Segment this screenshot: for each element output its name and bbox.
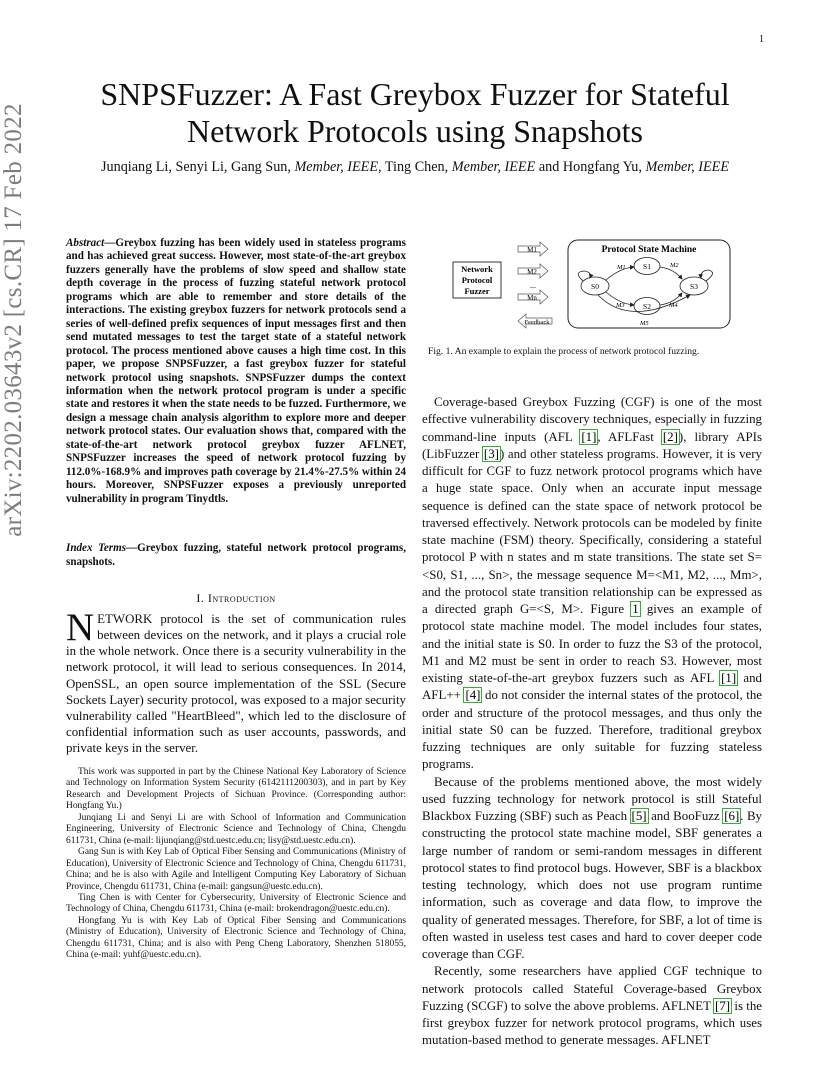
message-arrows [518,242,552,328]
paragraph: Because of the problems mentioned above, the most widely used fuzzing technology for network protocol is still Stateful Blackbox Fuzzing (SBF) such as Peach [5] and BooFuzz [6]. By constructing the protocol state machine model, SBF generates a large number of random or semi-random messages in different protocol states to find protocol bugs. However, SBF is a blackbox testing technology, which does not use program runtime information, such as coverage and data flow, to improve the quality of generated messages. Therefore, for SBF, a lot of time is often wasted in useless test cases and hard to cover deeper code coverage than CGF. [422,774,763,961]
message-label: Mn [527,294,537,302]
state-machine-title: Protocol State Machine [601,245,697,255]
footnote: This work was supported in part by the Chinese National Key Laboratory of Science and Technology on Information System Security (6142111200303), and in part by Key Research and Development Projects of Sichuan Province. (Corresponding author: Hongfang Yu.) [66,767,406,812]
citation-link[interactable]: [2] [662,429,678,444]
author-line [40,158,790,176]
figure-caption: Fig. 1. An example to explain the process of network protocol fuzzing. [428,346,700,357]
authors-part-3: and Hongfang Yu, [538,159,642,175]
abstract [66,237,406,506]
index-terms-label: Index Terms [66,542,127,554]
state-label: S2 [643,302,651,311]
footnote: Gang Sun is with Key Lab of Optical Fiber Sensing and Communications (Ministry of Education), University of Electronic Science and Technology of China, Chengdu 611731, China; and he is also with Agile and Intelligent Computing Key Laboratory of Sichuan Province, Chengdu 611731, China (e-mail: gangsun@uestc.edu.cn). [66,847,406,892]
member-label-3: Member, IEEE [645,159,730,175]
footnote: Junqiang Li and Senyi Li are with School of Information and Communication Engineering, University of Electronic Science and Technology of China, Chengdu 611731, China (e-mail: lijunqiang@std.uestc.edu.cn; lisy@std.uestc.edu.cn). [66,812,406,846]
citation-link[interactable]: [7] [715,998,731,1013]
index-terms [66,542,406,569]
feedback-label: Feedback [524,319,550,326]
fuzzer-label-line: Protocol [461,275,493,285]
state-label: S3 [690,282,698,291]
edge-label: M5 [640,320,649,327]
footnote: Ting Chen is with Center for Cybersecurity, University of Electronic Science and Technology of China, Chengdu 611731, China (e-mail: brokendragon@uestc.edu.cn). [66,892,406,915]
footnotes [66,767,406,962]
edge-label: M4 [669,302,678,309]
fuzzer-label-line: Network [461,264,493,274]
paragraph: Coverage-based Greybox Fuzzing (CGF) is one of the most effective vulnerability discovery techniques, especially in fuzzing command-line inputs (AFL [1], AFLFast [2]), library APIs (LibFuzzer [3]) and other stateless programs. However, it is very difficult for CGF to fuzz network protocol programs which have a huge state space. Only when an accurate input message sequence is defined can the state space of network protocol be traversed effectively. Network protocols can be modeled by finite state machine (FSM) theory. Specifically, considering a stateful protocol P with n states and m state transitions. The state set S=<S0, S1, ..., Sn>, the message sequence M=<M1, M2, ..., Mm>, and the protocol state transition relationship can be expressed as a directed graph G=<S, M>. Figure 1 gives an example of protocol state machine model. The model includes four states, and the initial state is S0. In order to fuzz the S3 of the protocol, M1 and M2 must be sent in order to reach S3. However, most existing state-of-the-art greybox fuzzers such as AFL [1] and AFL++ [4] do not consider the internal states of the protocol, the order and structure of the protocol messages, and thus only the initial state S0 can be fuzzed. Therefore, traditional greybox fuzzing techniques are only suitable for fuzzing stateless programs. [422,395,762,772]
message-label: M1 [527,246,537,254]
footnote: Hongfang Yu is with Key Lab of Optical Fiber Sensing and Communications (Ministry of Education), University of Electronic Science and Technology of China, Chengdu 611731, China; and is also with Peng Cheng Laboratory, Shenzhen 518055, China (e-mail: yuhf@uestc.edu.cn). [66,915,406,961]
abstract-label: Abstract [66,237,105,249]
citation-link[interactable]: [1] [581,429,597,444]
arxiv-stamp-text: arXiv:2202.03643v2 [cs.CR] 17 Feb 2022 [0,103,27,537]
edge-label: M1 [617,264,626,271]
body-text [422,394,762,1050]
message-label: M2 [527,268,537,276]
citation-link[interactable]: [6] [724,809,740,823]
member-label-2: Member, IEEE [451,159,536,175]
state-label: S1 [643,262,651,271]
citation-link[interactable]: [1] [721,671,737,685]
abstract-text: —Greybox fuzzing has been widely used in stateless programs and has achieved great success. However, most state-of-the-art greybox fuzzers generally have the problems of slow speed and shallow state depth coverage in the process of fuzzing stateful network protocol programs which are able to remember and store details of the interactions. The existing greybox fuzzers for network protocols send a series of well-defined prefix sequences of input messages first and then send mutated messages to test the target state of a stateful network protocol. The process mentioned above causes a high time cost. In this paper, we propose SNPSFuzzer, a fast greybox fuzzer for stateful network protocol using snapshots. SNPSFuzzer dumps the context information when the network protocol program is under a specific state and restores it when the state needs to be fuzzed. Furthermore, we design a message chain analysis algorithm to explore more and deeper network protocol states. Our evaluation shows that, compared with the state-of-the-art network protocol greybox fuzzer AFLNET, SNPSFuzzer increases the speed of network protocol fuzzing by 112.0%-168.9% and improves path coverage by 21.4%-27.5% within 24 hours. Moreover, SNPSFuzzer exposes a previously unreported vulnerability in program Tinydtls. [66,237,407,505]
fuzzer-label-line: Fuzzer [464,286,490,296]
citation-link[interactable]: [3] [483,446,499,461]
citation-link[interactable]: [4] [465,688,481,703]
page-number: 1 [759,34,764,45]
introduction-text: ETWORK protocol is the set of communication rules between devices on the network, and it plays a crucial role in the whole network. Once there is a security vulnerability in the network protocol, it will lead to serious consequences. In 2014, OpenSSL, an open source implementation of the SSL (Secure Sockets Layer) security protocol, was exposed to a major security vulnerability called "HeartBleed", which led to the disclosure of confidential information such as user accounts, passwords, and private keys in the server. [66,612,406,756]
figure-protocol-fuzzing [440,236,770,336]
introduction-paragraph [66,606,406,756]
figure-link[interactable]: 1 [632,602,639,616]
edge-label: M2 [670,262,679,269]
state-label: S0 [591,282,599,291]
citation-link[interactable]: [5] [631,809,647,823]
paper-title: SNPSFuzzer: A Fast Greybox Fuzzer for Stateful Network Protocols using Snapshots [100,76,730,149]
edge-label: M3 [616,302,625,309]
paragraph: Recently, some researchers have applied CGF technique to network protocols called Stateful Coverage-based Greybox Fuzzing (SCGF) to solve the above problems. AFLNET [7] is the first greybox fuzzer for network protocol programs, which uses mutation-based method to generate messages. AFLNET [422,964,762,1048]
dropcap-letter: N [66,606,95,649]
authors-part-1: Junqiang Li, Senyi Li, Gang Sun, [100,159,291,175]
index-terms-text: —Greybox fuzzing, stateful network protocol programs, snapshots. [66,542,406,568]
section-heading-introduction: I. Introduction [196,591,276,605]
member-label-1: Member, IEEE [294,159,379,175]
authors-part-2: , Ting Chen, [378,159,449,175]
message-ellipsis: ... [530,281,536,290]
